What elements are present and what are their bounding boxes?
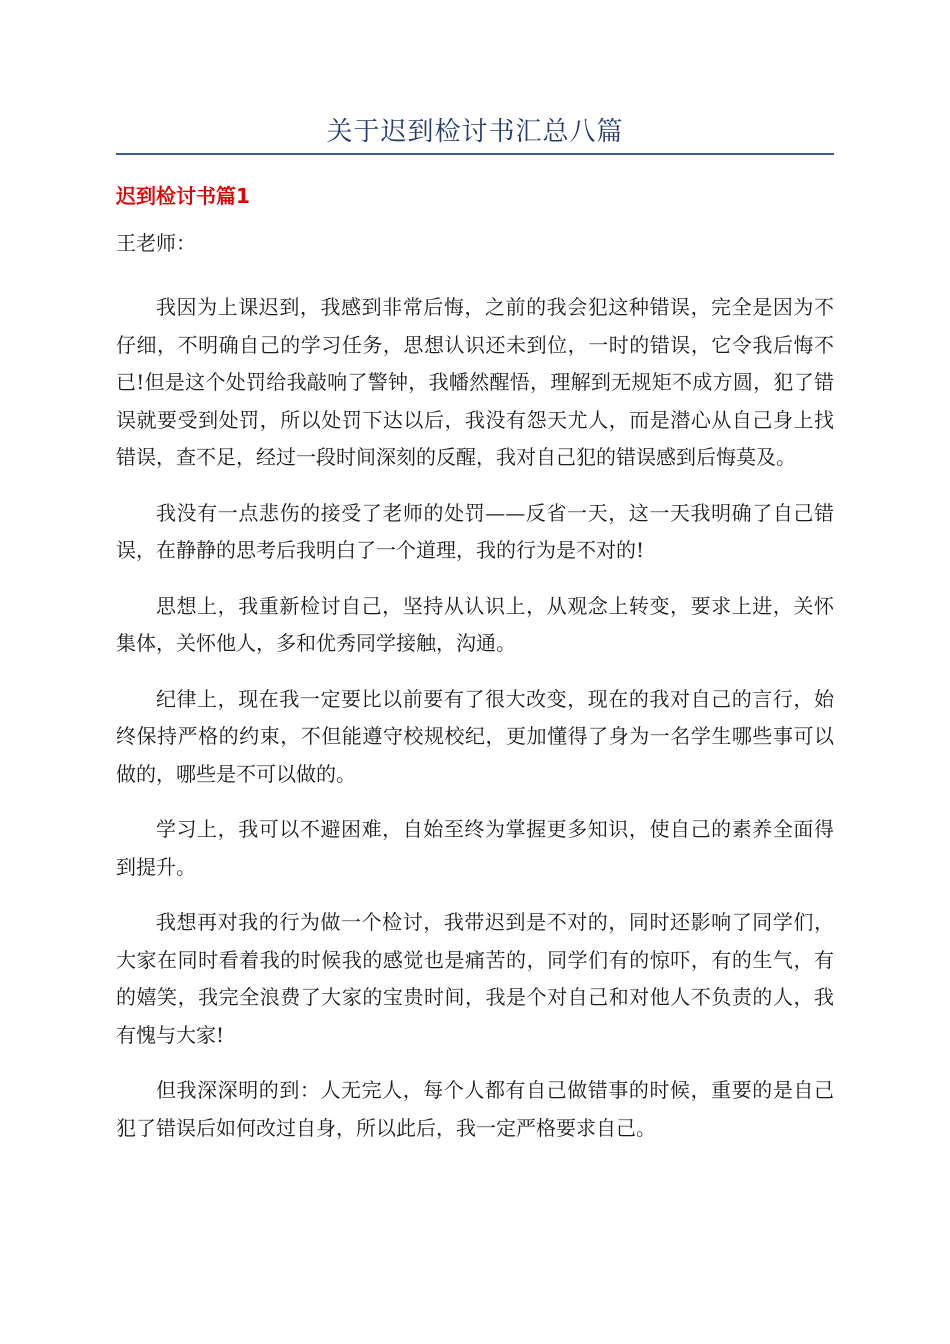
title-underline (116, 153, 834, 155)
paragraph-6: 我想再对我的行为做一个检讨，我带迟到是不对的，同时还影响了同学们，大家在同时看着我的时候我的感觉也是痛苦的，同学们有的惊吓，有的生气，有的嬉笑，我完全浪费了大家的宝贵时间，我是个对自己和对他人不负责的人，我有愧与大家! (116, 910, 834, 1047)
letter-body (116, 226, 834, 1165)
paragraph-4: 纪律上，现在我一定要比以前要有了很大改变，现在的我对自己的言行，始终保持严格的约束，不但能遵守校规校纪，更加懂得了身为一名学生哪些事可以做的，哪些是不可以做的。 (116, 686, 834, 786)
paragraph-7: 但我深深明的到：人无完人，每个人都有自己做错事的时候，重要的是自己犯了错误后如何改过自身，所以此后，我一定严格要求自己。 (116, 1078, 834, 1140)
paragraph-3: 思想上，我重新检讨自己，坚持从认识上，从观念上转变，要求上进，关怀集体，关怀他人，多和优秀同学接触，沟通。 (116, 593, 834, 655)
document-title: 关于迟到检讨书汇总八篇 (326, 117, 624, 147)
section-heading: 迟到检讨书篇1 (116, 184, 250, 208)
salutation: 王老师： (116, 231, 196, 255)
paragraph-2: 我没有一点悲伤的接受了老师的处罚——反省一天，这一天我明确了自己错误，在静静的思考后我明白了一个道理，我的行为是不对的! (116, 500, 834, 562)
paragraph-5: 学习上，我可以不避困难，自始至终为掌握更多知识，使自己的素养全面得到提升。 (116, 817, 834, 879)
paragraph-1: 我因为上课迟到，我感到非常后悔，之前的我会犯这种错误，完全是因为不仔细，不明确自己的学习任务，思想认识还未到位，一时的错误，它令我后悔不已!但是这个处罚给我敲响了警钟，我幡然醒悟，理解到无规矩不成方圆，犯了错误就要受到处罚，所以处罚下达以后，我没有怨天尤人，而是潜心从自己身上找错误，查不足，经过一段时间深刻的反醒，我对自己犯的错误感到后悔莫及。 (116, 295, 834, 469)
